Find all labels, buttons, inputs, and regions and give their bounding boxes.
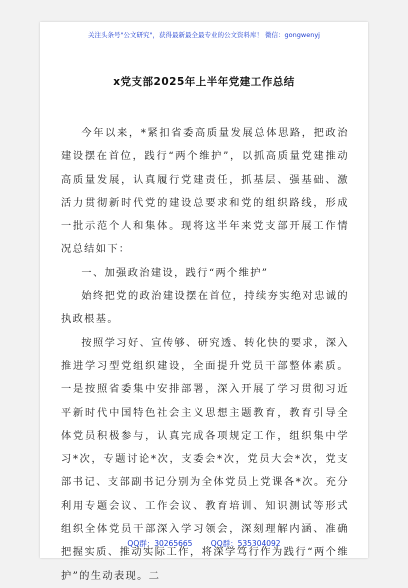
document-title: x党支部2025年上半年党建工作总结 <box>113 76 295 88</box>
footer-contact <box>40 538 368 549</box>
section-heading: 一、加强政治建设，践行“两个维护” <box>81 267 269 279</box>
document-body <box>61 122 349 588</box>
document-page <box>40 22 368 582</box>
qq-group-1: QQ群：30265665 <box>127 539 193 548</box>
qq-group-2: QQ群：535304092 <box>210 539 281 548</box>
paragraph-study: 按照学习好、宣传够、研究透、转化快的要求，深入推进学习型党组织建设，全面提升党员干部整体素质。一是按照省委集中安排部署，深入开展了学习贯彻习近平新时代中国特色社会主义思想主题教育，教育引导全体党员积极参与，认真完成各项规定工作，组织集中学习*次，专题讨论*次，支委会*次，党员大会*次，党支部书记、支部副书记分别为全体党员上党课各*次。充分利用专题会议、工作会议、教育培训、知识测试等形式组织全体党员干部深入学习领会，深刻理解内涵、准确把握实质、推动实际工作，将深学笃行作为践行“两个维护”的生动表现。二 <box>61 337 349 582</box>
paragraph-intro: 今年以来，*紧扣省委高质量发展总体思路，把政治建设摆在首位，践行“两个维护”，以抓高质量党建推动高质量发展，认真履行党建责任，抓基层、强基础、激活力贯彻新时代党的建设总要求和党的组织路线，形成一批示范个人和集体。现将这半年来党支部开展工作情况总结如下： <box>61 128 349 256</box>
paragraph-politics: 始终把党的政治建设摆在首位，持续夯实绝对忠诚的执政根基。 <box>61 291 349 326</box>
header-notice: 关注头条号"公文研究"，获得最新最全最专业的公文资料库！ 微信：gongwenyj <box>88 31 320 39</box>
